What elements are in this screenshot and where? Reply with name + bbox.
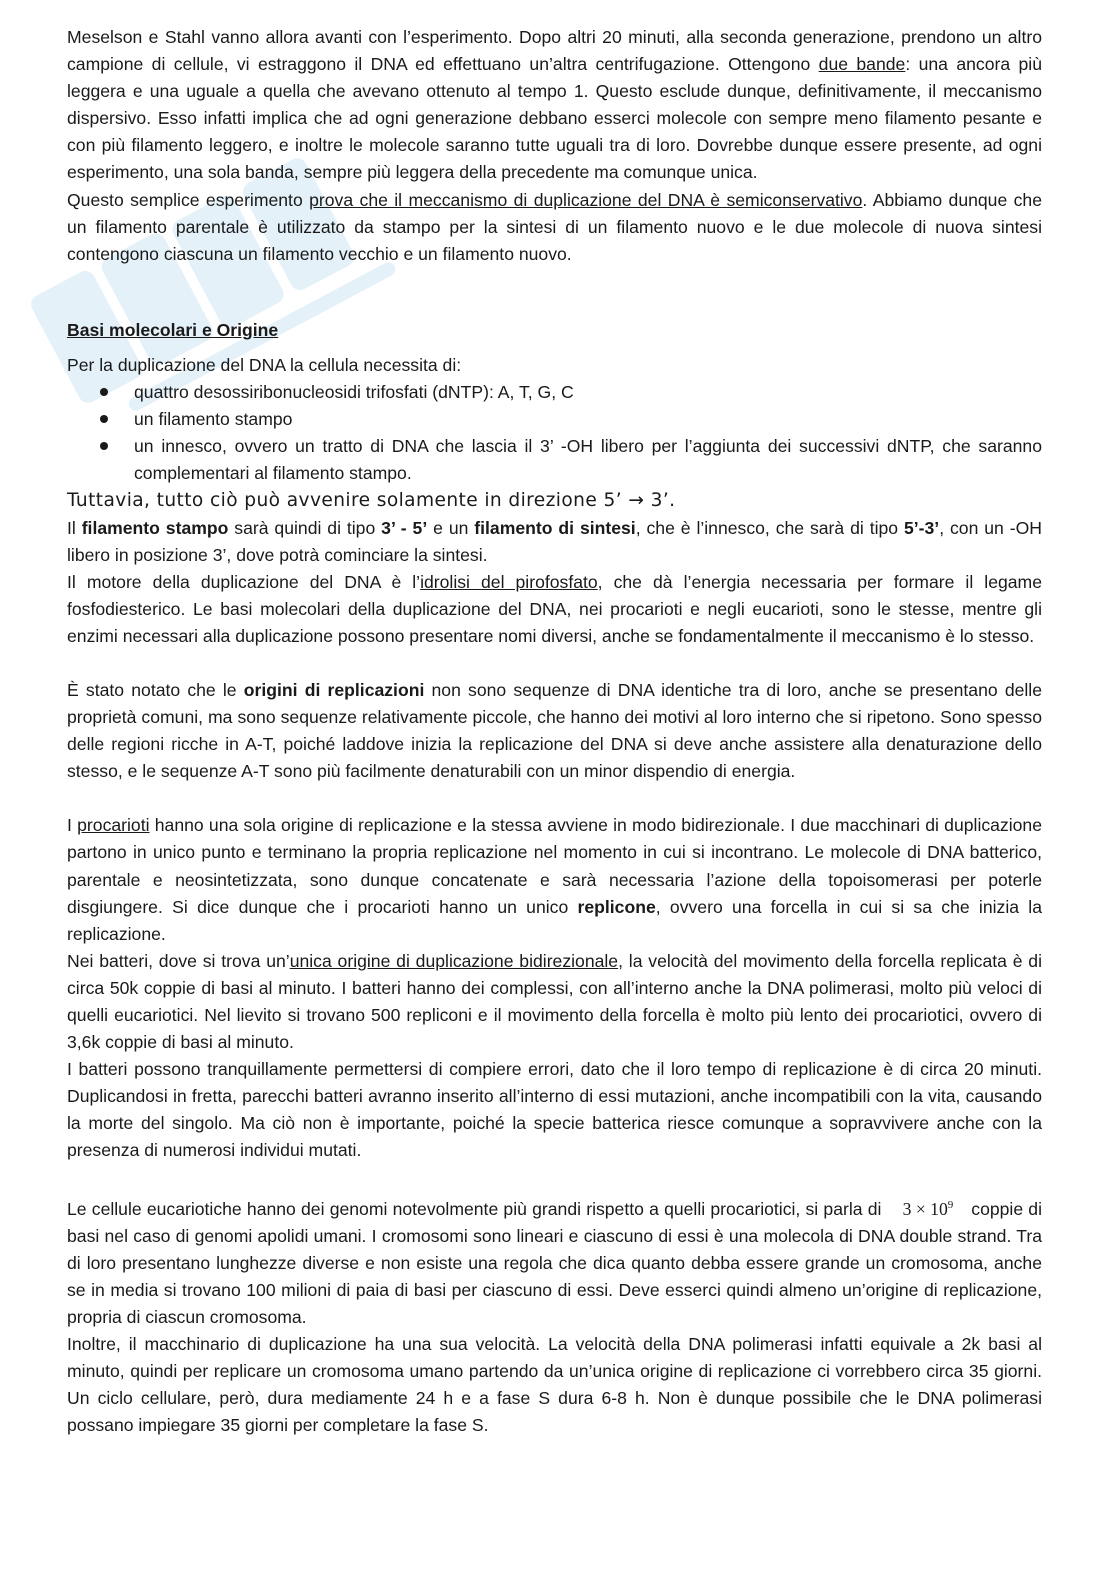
paragraph-origins: È stato notato che le origini di replicazioni non sono sequenze di DNA identiche tra di loro, anche se presentano delle proprietà comuni, ma sono sequenze relativamente piccole, che hanno dei motivi al loro interno che si ripetono. Sono spesso delle regioni ricche in A-T, poiché laddove inizia la replicazione del DNA si deve anche assistere alla denaturazione dello stesso, e le sequenze A-T sono più facilmente denaturabili con un minor dispendio di energia. — [67, 679, 1042, 782]
paragraph-experiment-second-generation: Meselson e Stahl vanno allora avanti con l’esperimento. Dopo altri 20 minuti, alla seconda generazione, prendono un altro campione di cellule, vi estraggono il DNA ed effettuano un’altra centrifugazione. Ottengono due bande: una ancora più leggera e una uguale a quella che avevano ottenuto al tempo 1. Questo esclude dunque, definitivamente, il meccanismo dispersivo. Esso infatti implica che ad ogni generazione debbano esserci molecole con sempre meno filamento pesante e con più filamento leggero, e inoltre le molecole saranno tutte uguali tra di loro. Dovrebbe dunque essere presente, ad ogni esperimento, una sola banda, sempre più leggera della precedente ma comunque unica. — [67, 27, 1042, 183]
list-item: un innesco, ovvero un tratto di DNA che lascia il 3’ -OH libero per l’aggiunta dei successivi dNTP, che saranno complementari al filamento stampo. — [67, 433, 1042, 487]
paragraph-pyrophosphate: Il motore della duplicazione del DNA è l’idrolisi del pirofosfato, che dà l’energia necessaria per formare il legame fosfodiesterico. Le basi molecolari della duplicazione del DNA, nei procarioti e negli eucarioti, sono le stesse, mentre gli enzimi necessari alla duplicazione possono presentare nomi diversi, anche se fondamentalmente il meccanismo è lo stesso. — [67, 571, 1042, 646]
document-page — [67, 24, 1042, 1439]
paragraph-eukaryotes: Le cellule eucariotiche hanno dei genomi notevolmente più grandi rispetto a quelli procariotici, si parla di $3 \times 10^9$ coppie di basi nel caso di genomi apolidi umani. I cromosomi sono lineari e ciascuno di essi è una molecola di DNA double strand. Tra di loro presentano lunghezze diverse e non esiste una regola che dica quanto debba essere grande un cromosoma, anche se in media si trovano 100 milioni di paia di basi per ciascuno di essi. Deve esserci quindi almeno un’origine di replicazione, propria di ciascun cromosoma. — [67, 1192, 1042, 1331]
requirements-intro: Per la duplicazione del DNA la cellula necessita di: — [67, 354, 462, 375]
list-item: quattro desossiribonucleosidi trifosfati (dNTP): A, T, G, C — [67, 379, 1042, 406]
genome-size-formula: $3 \times 10^9$ — [902, 1198, 954, 1219]
direction-note: Tuttavia, tutto ciò può avvenire solamente in direzione 5’ → 3’. — [67, 490, 676, 512]
requirements-list — [67, 379, 1042, 487]
paragraph-strands: Il filamento stampo sarà quindi di tipo 3’ - 5’ e un filamento di sintesi, che è l’innesco, che sarà di tipo 5’-3’, con un -OH libero in posizione 3’, dove potrà cominciare la sintesi. — [67, 517, 1042, 565]
paragraph-prokaryotes: I procarioti hanno una sola origine di replicazione e la stessa avviene in modo bidirezionale. I due macchinari di duplicazione partono in unico punto e terminano la propria replicazione nel momento in cui si incontrano. Le molecole di DNA batterico, parentale e neosintetizzata, sono dunque concatenate e sarà necessaria l’azione della topoisomerasi per poterle disgiungere. Si dice dunque che i procarioti hanno un unico replicone, ovvero una forcella in cui si sa che inizia la replicazione. — [67, 815, 1042, 944]
paragraph-bacteria-errors: I batteri possono tranquillamente permettersi di compiere errori, dato che il loro tempo di replicazione è di circa 20 minuti. Duplicandosi in fretta, parecchi batteri avranno inserito all’interno di essi mutazioni, anche incompatibili con la vita, causando la morte del singolo. Ma ciò non è importante, poiché la specie batterica riesce comunque a sopravvivere anche con la presenza di numerosi individui mutati. — [67, 1059, 1042, 1161]
section-heading: Basi molecolari e Origine — [67, 319, 279, 340]
paragraph-polymerase-speed: Inoltre, il macchinario di duplicazione ha una sua velocità. La velocità della DNA polimerasi infatti equivale a 2k basi al minuto, quindi per replicare un cromosoma umano partendo da un’unica origine di replicazione ci vorrebbero circa 35 giorni. Un ciclo cellulare, però, dura mediamente 24 h e a fase S dura 6-8 h. Non è dunque possibile che le DNA polimerasi possano impiegare 35 giorni per completare la fase S. — [67, 1333, 1042, 1436]
paragraph-semiconservative-conclusion: Questo semplice esperimento prova che il meccanismo di duplicazione del DNA è semiconservativo. Abbiamo dunque che un filamento parentale è utilizzato da stampo per la sintesi di un filamento nuovo e le due molecole di nuova sintesi contengono ciascuna un filamento vecchio e un filamento nuovo. — [67, 189, 1042, 264]
list-item: un filamento stampo — [67, 406, 1042, 433]
paragraph-bacteria-speed: Nei batteri, dove si trova un’unica origine di duplicazione bidirezionale, la velocità del movimento della forcella replicata è di circa 50k coppie di basi al minuto. I batteri hanno dei complessi, con all’interno anche la DNA polimerasi, molto più veloci di quelli eucariotici. Nel lievito si trovano 500 repliconi e il movimento della forcella è molto più lento dei procariotici, ovvero di 3,6k coppie di basi al minuto. — [67, 950, 1042, 1053]
